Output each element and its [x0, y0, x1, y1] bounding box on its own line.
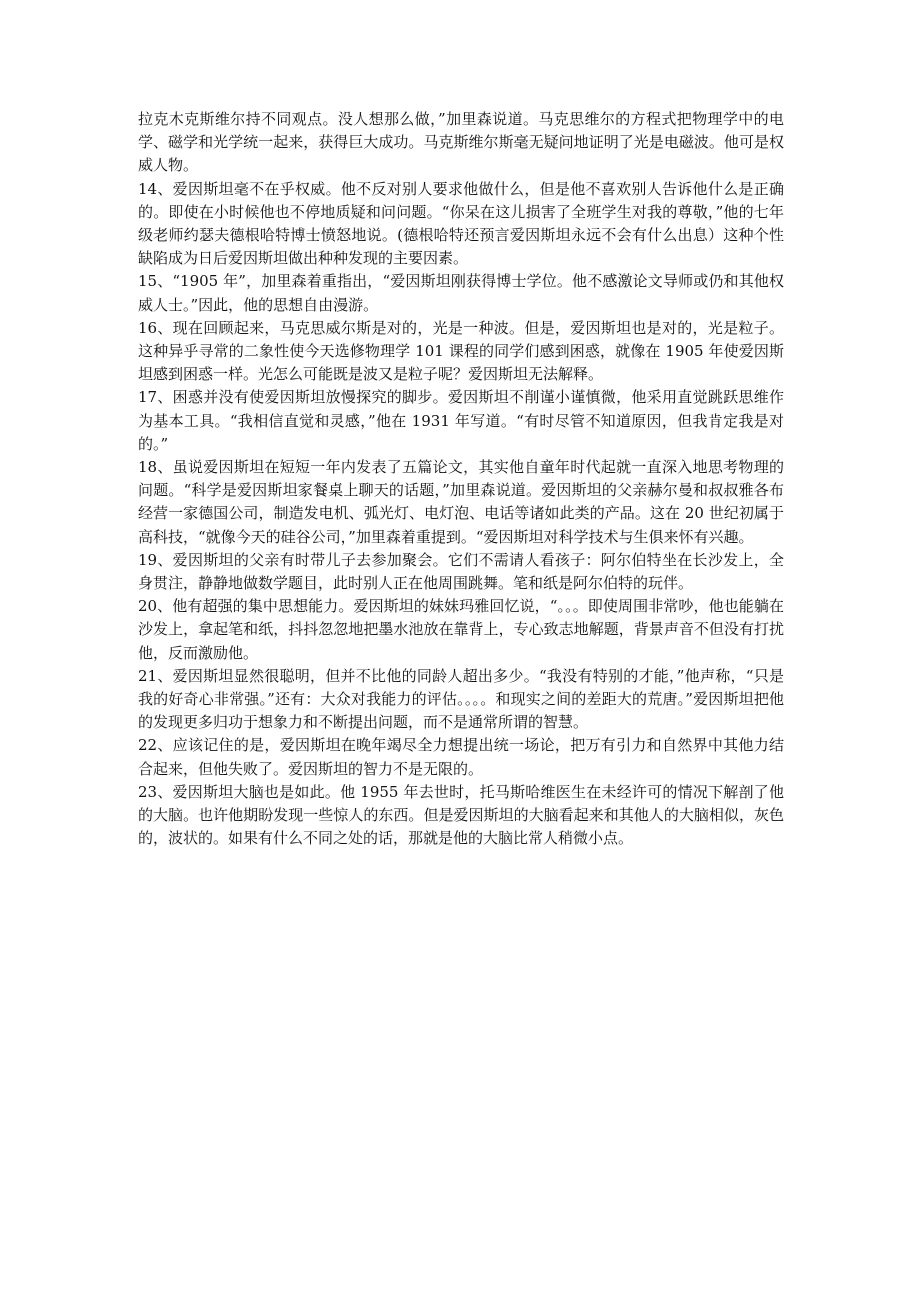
- paragraph-22: 22、应该记住的是，爱因斯坦在晚年竭尽全力想提出统一场论，把万有引力和自然界中其他力结合起来，但他失败了。爱因斯坦的智力不是无限的。: [138, 736, 784, 778]
- paragraph-15: 15、“1905 年”，加里森着重指出，“爱因斯坦刚获得博士学位。他不感激论文导师或仍和其他权威人士。”因此，他的思想自由漫游。: [138, 272, 784, 314]
- paragraph-continued: 拉克木克斯维尔持不同观点。没人想那么做，”加里森说道。马克思维尔的方程式把物理学中的电学、磁学和光学统一起来，获得巨大成功。马克斯维尔斯毫无疑问地证明了光是电磁波。他可是权威人物。: [138, 110, 784, 175]
- paragraph-23: 23、爱因斯坦大脑也是如此。他 1955 年去世时，托马斯哈维医生在未经许可的情况下解剖了他的大脑。也许他期盼发现一些惊人的东西。但是爱因斯坦的大脑看起来和其他人的大脑相似，灰色的，波状的。如果有什么不同之处的话，那就是他的大脑比常人稍微小点。: [138, 782, 784, 848]
- paragraph-18: 18、虽说爱因斯坦在短短一年内发表了五篇论文，其实他自童年时代起就一直深入地思考物理的问题。“科学是爱因斯坦家餐桌上聊天的话题，”加里森说道。爱因斯坦的父亲赫尔曼和叔叔雅各布经营一家德国公司，制造发电机、弧光灯、电灯泡、电话等诸如此类的产品。这在 20 世纪初属于高科技，“就像今天的硅谷公司，”加里森着重提到。“爱因斯坦对科学技术与生俱来怀有兴趣。: [138, 458, 784, 546]
- paragraph-17: 17、困惑并没有使爱因斯坦放慢探究的脚步。爱因斯坦不削谨小谨慎微，他采用直觉跳跃思维作为基本工具。“我相信直觉和灵感，”他在 1931 年写道。“有时尽管不知道原因，但我肯定我是对的。”: [138, 388, 784, 453]
- paragraph-14: 14、爱因斯坦毫不在乎权威。他不反对别人要求他做什么，但是他不喜欢别人告诉他什么是正确的。即使在小时候他也不停地质疑和问问题。“你呆在这儿损害了全班学生对我的尊敬，”他的七年级老师约瑟夫德根哈特博士愤怒地说。(德根哈特还预言爱因斯坦永远不会有什么出息）这种个性缺陷成为日后爱因斯坦做出种种发现的主要因素。: [138, 179, 784, 268]
- paragraph-21: 21、爱因斯坦显然很聪明，但并不比他的同龄人超出多少。“我没有特别的才能，”他声称，“只是我的好奇心非常强。”还有：大众对我能力的评估。。。。和现实之间的差距大的荒唐。”爱因斯坦把他的发现更多归功于想象力和不断提出问题，而不是通常所谓的智慧。: [138, 666, 784, 732]
- paragraph-20: 20、他有超强的集中思想能力。爱因斯坦的妹妹玛雅回忆说，“。。。即使周围非常吵，他也能躺在沙发上，拿起笔和纸，抖抖忽忽地把墨水池放在靠背上，专心致志地解题，背景声音不但没有打扰他，反而激励他。: [138, 597, 784, 662]
- paragraph-16: 16、现在回顾起来，马克思威尔斯是对的，光是一种波。但是，爱因斯坦也是对的，光是粒子。这种异乎寻常的二象性使今天选修物理学 101 课程的同学们感到困惑，就像在 1905 年使爱因斯坦感到困惑一样。光怎么可能既是波又是粒子呢？爱因斯坦无法解释。: [138, 318, 784, 384]
- document-body: [138, 108, 784, 851]
- paragraph-19: 19、爱因斯坦的父亲有时带儿子去参加聚会。它们不需请人看孩子：阿尔伯特坐在长沙发上，全身贯注，静静地做数学题目，此时别人正在他周围跳舞。笔和纸是阿尔伯特的玩伴。: [138, 550, 784, 593]
